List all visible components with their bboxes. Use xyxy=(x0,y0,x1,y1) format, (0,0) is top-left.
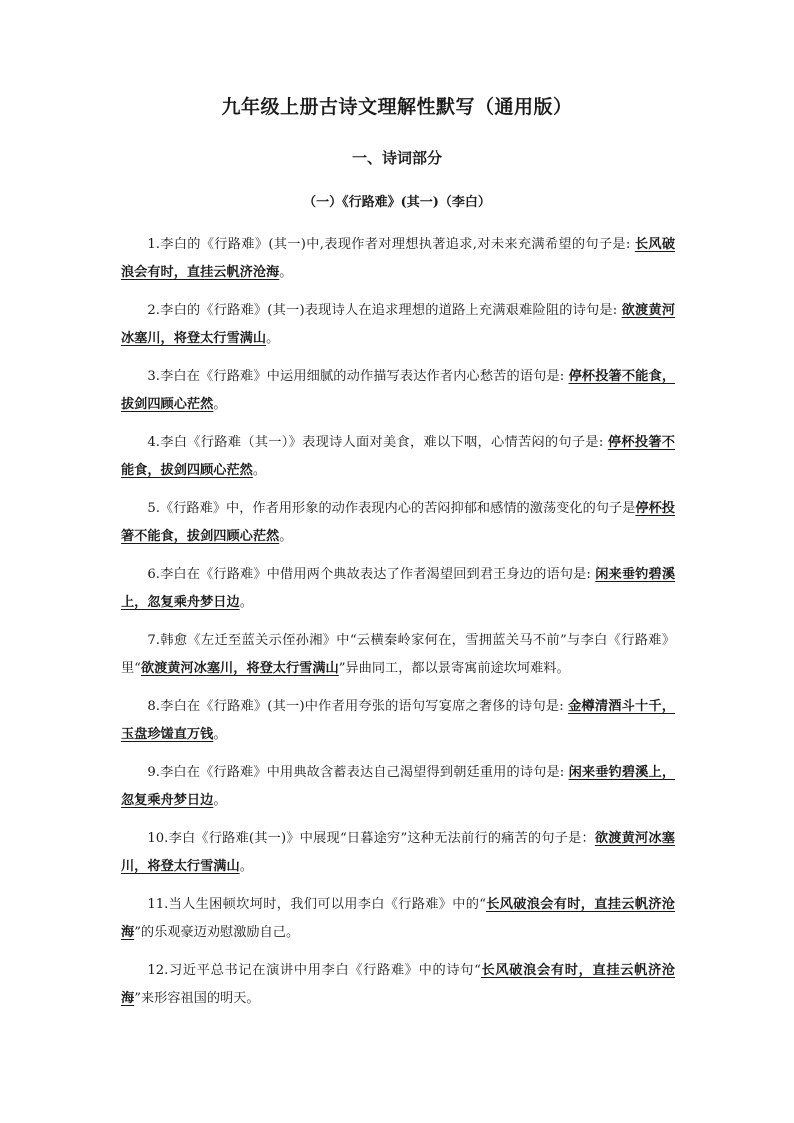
answer-text: 停杯投箸不能食，拔剑四顾心茫然 xyxy=(121,369,676,412)
question-item xyxy=(121,429,675,485)
answer-text: 欲渡黄河冰塞川，将登太行雪满山 xyxy=(140,661,339,676)
question-text: 4.李白《行路难（其一）》表现诗人面对美食，难以下咽，心情苦闷的句子是: xyxy=(147,435,608,450)
question-tail: 。 xyxy=(239,595,253,610)
answer-text: 长风破浪会有时，直挂云帆济沧海 xyxy=(121,237,676,280)
question-text: 3.李白在《行路难》中运用细腻的动作描写表达作者内心愁苦的语句是: xyxy=(147,369,569,384)
question-tail: 。 xyxy=(252,463,267,478)
question-text: 6.李白在《行路难》中借用两个典故表达了作者渴望回到君王身边的语句是: xyxy=(147,567,596,582)
question-tail: 。 xyxy=(279,529,293,544)
question-text: 10.李白《行路难(其一)》中展现“日暮途穷”这种无法前行的痛苦的句子是： xyxy=(147,831,595,846)
question-text: 8.李白在《行路难》(其一)中作者用夸张的语句写宴席之奢侈的诗句是: xyxy=(147,699,569,714)
question-item xyxy=(121,297,675,353)
question-text: 1.李白的《行路难》(其一)中,表现作者对理想执著追求,对未来充满希望的句子是: xyxy=(147,237,635,252)
answer-text: 长风破浪会有时，直挂云帆济沧海 xyxy=(121,963,675,1006)
question-item xyxy=(121,891,675,947)
question-tail: 。 xyxy=(239,859,253,874)
question-text: 12.习近平总书记在演讲中用李白《行路难》中的诗句“ xyxy=(147,963,481,978)
question-tail: 。 xyxy=(213,793,227,808)
answer-text: 停杯投箸不能食，拔剑四顾心茫然 xyxy=(121,435,675,478)
question-tail: 。 xyxy=(266,331,280,346)
question-tail: 。 xyxy=(279,265,293,280)
question-text: 7.韩愈《左迁至蓝关示侄孙湘》中“云横秦岭家何在，雪拥蓝关马不前”与李白《行路难》里“ xyxy=(121,633,676,676)
document-title: 九年级上册古诗文理解性默写（通用版） xyxy=(221,96,573,118)
answer-text: 长风破浪会有时，直挂云帆济沧海 xyxy=(121,897,675,940)
subsection-heading: （一）《行路难》(其一)（李白） xyxy=(303,195,491,210)
question-tail: ”异曲同工，都以景寄寓前途坎坷难料。 xyxy=(338,661,570,676)
question-tail: 。 xyxy=(213,727,227,742)
question-text: 5.《行路难》中，作者用形象的动作表现内心的苦闷抑郁和感情的激荡变化的句子是 xyxy=(147,501,636,516)
question-item xyxy=(121,561,675,617)
question-item xyxy=(121,825,675,881)
question-text: 11.当人生困顿坎坷时，我们可以用李白《行路难》中的“ xyxy=(147,897,486,912)
question-text: 2.李白的《行路难》(其一)表现诗人在追求理想的道路上充满艰难险阻的诗句是: xyxy=(147,303,622,318)
answer-text: 闲来垂钓碧溪上，忽复乘舟梦日边 xyxy=(121,765,676,808)
question-item xyxy=(121,759,675,815)
answer-text: 闲来垂钓碧溪上，忽复乘舟梦日边 xyxy=(121,567,676,610)
question-item xyxy=(121,231,675,287)
section-heading: 一、诗词部分 xyxy=(351,149,442,167)
question-item xyxy=(121,495,675,551)
question-item xyxy=(121,957,675,1013)
question-list xyxy=(121,231,675,1023)
answer-text: 停杯投箸不能食，拔剑四顾心茫然 xyxy=(121,501,675,544)
question-tail: 。 xyxy=(213,397,227,412)
question-tail: ”来形容祖国的明天。 xyxy=(134,991,260,1006)
question-item xyxy=(121,627,675,683)
question-item xyxy=(121,693,675,749)
answer-text: 金樽清酒斗十千，玉盘珍馐直万钱 xyxy=(121,699,675,742)
question-tail: ”的乐观豪迈劝慰激励自己。 xyxy=(134,925,300,940)
question-item xyxy=(121,363,675,419)
answer-text: 欲渡黄河冰塞川，将登太行雪满山 xyxy=(121,831,675,874)
question-text: 9.李白在《行路难》中用典故含蓄表达自己渴望得到朝廷重用的诗句是: xyxy=(147,765,569,780)
answer-text: 欲渡黄河冰塞川，将登太行雪满山 xyxy=(121,303,676,346)
